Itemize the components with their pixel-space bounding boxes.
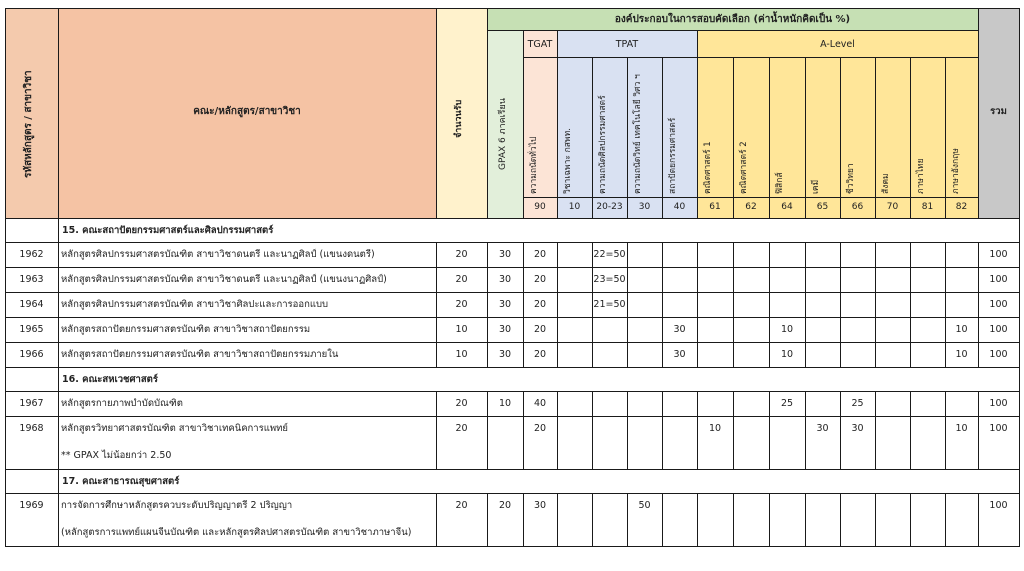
subject-code-82: 82	[955, 202, 968, 212]
subject-name-70: สังคม	[881, 173, 891, 194]
weight-cell	[875, 242, 911, 268]
weight-cell	[875, 391, 911, 417]
seats-value: 20	[455, 398, 468, 409]
weight-cell	[733, 267, 770, 293]
weight-cell	[557, 292, 593, 318]
weight-cell	[557, 317, 593, 343]
weight-cell	[875, 416, 911, 470]
weight-cell	[592, 493, 628, 547]
weight-cell	[769, 416, 806, 470]
weight-cell	[875, 493, 911, 547]
weight-cell	[805, 342, 841, 368]
total-value: 100	[989, 249, 1008, 260]
weight-cell	[733, 342, 770, 368]
weight-cell	[945, 391, 979, 417]
subject-name-10: วิชาเฉพาะ กสพท.	[563, 128, 573, 194]
weight-cell	[910, 391, 946, 417]
components-header: องค์ประกอบในการสอบคัดเลือก (ค่าน้ำหนักคิดเป็น %)	[614, 14, 851, 25]
weight-cell	[840, 267, 876, 293]
weight-cell	[840, 317, 876, 343]
total-value: 100	[989, 398, 1008, 409]
weight-cell	[592, 416, 628, 470]
weight-cell	[945, 242, 979, 268]
weight-cell	[557, 267, 593, 293]
gpax-header: GPAX 6 ภาคเรียน	[498, 98, 508, 170]
weight-90: 20	[533, 299, 547, 310]
total-value: 100	[989, 324, 1008, 335]
subject-name-64: ฟิสิกส์	[775, 172, 785, 194]
weight-40: 30	[673, 349, 686, 360]
weight-cell	[697, 317, 734, 343]
weight-cell	[733, 416, 770, 470]
weight-cell	[592, 391, 628, 417]
weight-cell	[557, 391, 593, 417]
weight-82: 10	[955, 324, 968, 335]
subject-name-40: สถาปัตยกรรมศาสตร์	[668, 117, 678, 194]
program-name: หลักสูตรวิทยาศาสตรบัณฑิต สาขาวิชาเทคนิคการแพทย์	[61, 423, 288, 434]
program-name: หลักสูตรศิลปกรรมศาสตรบัณฑิต สาขาวิชาศิลปะและการออกแบบ	[61, 299, 329, 310]
subject-code-62: 62	[745, 202, 757, 212]
section-title: 17. คณะสาธารณสุขศาสตร์	[62, 476, 180, 487]
total-value: 100	[989, 274, 1008, 285]
weight-cell	[697, 242, 734, 268]
weight-cell	[805, 493, 841, 547]
row-code: 1965	[19, 324, 44, 335]
subject-name-66: ชีววิทยา	[846, 163, 856, 194]
weight-64: 25	[780, 398, 794, 409]
subject-code-90: 90	[534, 202, 546, 212]
total-value: 100	[989, 500, 1008, 511]
weight-cell	[840, 242, 876, 268]
weight-cell	[557, 242, 593, 268]
weight-cell	[733, 292, 770, 318]
weight-20-23: 22=50	[593, 249, 626, 260]
gpax-value: 30	[498, 349, 512, 360]
weight-cell	[733, 317, 770, 343]
program-name: หลักสูตรกายภาพบำบัดบัณฑิต	[61, 398, 183, 409]
weight-cell	[910, 493, 946, 547]
weight-90: 20	[533, 249, 547, 260]
weight-cell	[627, 242, 663, 268]
weight-cell	[875, 342, 911, 368]
weight-90: 20	[533, 274, 547, 285]
row-code: 1969	[19, 500, 44, 511]
subject-code-10: 10	[568, 202, 581, 212]
section-row	[58, 469, 1020, 494]
weight-82: 10	[955, 349, 968, 360]
row-gpax-cell	[487, 416, 524, 470]
gpax-value: 30	[498, 249, 512, 260]
weight-cell	[805, 292, 841, 318]
weight-cell	[769, 267, 806, 293]
weight-cell	[910, 317, 946, 343]
subject-code-30: 30	[638, 202, 651, 212]
weight-cell	[875, 292, 911, 318]
section-code-cell	[5, 218, 59, 243]
weight-cell	[769, 292, 806, 318]
weight-90: 40	[533, 398, 547, 409]
weight-cell	[697, 493, 734, 547]
subject-code-66: 66	[851, 202, 864, 212]
section-title: 16. คณะสหเวชศาสตร์	[62, 374, 158, 385]
weight-66: 25	[851, 398, 864, 409]
row-code: 1968	[19, 423, 44, 434]
weight-cell	[662, 493, 698, 547]
subject-code-64: 64	[781, 202, 793, 212]
subject-name-20-23: ความถนัดศิลปกรรมศาสตร์	[598, 95, 608, 194]
weight-cell	[627, 292, 663, 318]
gpax-value: 10	[498, 398, 512, 409]
weight-cell	[805, 391, 841, 417]
weight-cell	[840, 493, 876, 547]
weight-cell	[910, 292, 946, 318]
weight-cell	[945, 493, 979, 547]
subject-name-82: ภาษาอังกฤษ	[951, 148, 961, 194]
seats-value: 10	[455, 324, 468, 335]
weight-20-23: 21=50	[593, 299, 626, 310]
weight-cell	[875, 317, 911, 343]
weight-cell	[662, 416, 698, 470]
weight-cell	[910, 342, 946, 368]
weight-cell	[627, 317, 663, 343]
total-value: 100	[989, 299, 1008, 310]
row-code: 1962	[19, 249, 44, 260]
weight-cell	[945, 292, 979, 318]
total-value: 100	[989, 349, 1008, 360]
seats-value: 20	[455, 423, 468, 434]
total-header: รวม	[990, 106, 1007, 117]
weight-cell	[945, 267, 979, 293]
weight-cell	[557, 416, 593, 470]
seats-header: จำนวนรับ	[454, 99, 464, 138]
program-name: หลักสูตรศิลปกรรมศาสตรบัณฑิต สาขาวิชาดนตรี และนาฏศิลป์ (แขนงดนตรี)	[61, 249, 375, 260]
weight-cell	[662, 267, 698, 293]
section-code-cell	[5, 367, 59, 392]
tpat-group-header: TPAT	[615, 39, 639, 50]
program-name: หลักสูตรสถาปัตยกรรมศาสตรบัณฑิต สาขาวิชาสถาปัตยกรรม	[61, 324, 311, 335]
subject-name-65: เคมี	[811, 179, 821, 194]
weight-20-23: 23=50	[593, 274, 626, 285]
program-name: ** GPAX ไม่น้อยกว่า 2.50	[61, 450, 172, 461]
weight-cell	[805, 242, 841, 268]
weight-90: 20	[533, 423, 547, 434]
program-name: หลักสูตรสถาปัตยกรรมศาสตรบัณฑิต สาขาวิชาสถาปัตยกรรมภายใน	[61, 349, 339, 360]
weight-cell	[627, 391, 663, 417]
weight-cell	[733, 493, 770, 547]
weight-cell	[662, 292, 698, 318]
total-value: 100	[989, 423, 1008, 434]
weight-30: 50	[638, 500, 651, 511]
weight-64: 10	[780, 324, 794, 335]
subject-code-20-23: 20-23	[596, 202, 623, 212]
weight-cell	[910, 267, 946, 293]
section-row	[58, 367, 1020, 392]
subject-name-62: คณิตศาสตร์ 2	[739, 141, 749, 194]
subject-code-40: 40	[673, 202, 686, 212]
subject-code-61: 61	[709, 202, 721, 212]
weight-cell	[627, 267, 663, 293]
weight-64: 10	[780, 349, 794, 360]
section-code-cell	[5, 469, 59, 494]
program-name: การจัดการศึกษาหลักสูตรควบระดับปริญญาตรี 2 ปริญญา	[61, 500, 293, 511]
weight-cell	[592, 342, 628, 368]
weight-cell	[910, 242, 946, 268]
weight-cell	[662, 391, 698, 417]
weight-cell	[769, 493, 806, 547]
weight-cell	[840, 342, 876, 368]
weight-61: 10	[708, 423, 722, 434]
weight-90: 30	[533, 500, 547, 511]
weight-cell	[840, 292, 876, 318]
seats-value: 20	[455, 274, 468, 285]
weight-cell	[733, 242, 770, 268]
program-name: (หลักสูตรการแพทย์แผนจีนบัณฑิต และหลักสูตรศิลปศาสตรบัณฑิต สาขาวิชาภาษาจีน)	[61, 527, 412, 538]
subject-name-81: ภาษาไทย	[916, 158, 926, 194]
weight-cell	[733, 391, 770, 417]
code-header: รหัสหลักสูตร / สาขาวิชา	[23, 70, 34, 178]
gpax-value: 30	[498, 274, 512, 285]
weight-cell	[697, 391, 734, 417]
weight-40: 30	[673, 324, 686, 335]
subject-header-cell	[805, 57, 841, 198]
weight-cell	[805, 267, 841, 293]
weight-cell	[875, 267, 911, 293]
seats-value: 20	[455, 500, 468, 511]
gpax-value: 20	[498, 500, 512, 511]
weight-cell	[697, 267, 734, 293]
section-title: 15. คณะสถาปัตยกรรมศาสตร์และศิลปกรรมศาสตร์	[62, 225, 274, 236]
gpax-value: 30	[498, 299, 512, 310]
subject-name-90: ความถนัดทั่วไป	[529, 136, 539, 194]
program-name: หลักสูตรศิลปกรรมศาสตรบัณฑิต สาขาวิชาดนตรี และนาฏศิลป์ (แขนงนาฏศิลป์)	[61, 274, 387, 285]
weight-cell	[627, 342, 663, 368]
weight-cell	[769, 242, 806, 268]
weight-66: 30	[851, 423, 864, 434]
seats-value: 20	[455, 299, 468, 310]
weight-cell	[910, 416, 946, 470]
subject-name-30: ความถนัดวิทย์ เทคโนโลยี วิศว ฯ	[633, 74, 643, 194]
weight-cell	[697, 342, 734, 368]
subject-name-61: คณิตศาสตร์ 1	[703, 141, 713, 194]
subject-code-70: 70	[886, 202, 899, 212]
seats-value: 20	[455, 249, 468, 260]
weight-82: 10	[955, 423, 968, 434]
weight-90: 20	[533, 349, 547, 360]
row-code: 1963	[19, 274, 44, 285]
weight-cell	[805, 317, 841, 343]
weight-90: 20	[533, 324, 547, 335]
subject-code-81: 81	[921, 202, 934, 212]
weight-cell	[627, 416, 663, 470]
alevel-group-header: A-Level	[820, 39, 855, 50]
weight-cell	[557, 342, 593, 368]
weight-cell	[662, 242, 698, 268]
weight-cell	[592, 317, 628, 343]
weight-cell	[697, 292, 734, 318]
gpax-value: 30	[498, 324, 512, 335]
weight-cell	[557, 493, 593, 547]
subject-code-65: 65	[816, 202, 829, 212]
seats-value: 10	[455, 349, 468, 360]
weight-65: 30	[816, 423, 829, 434]
faculty-header: คณะ/หลักสูตร/สาขาวิชา	[193, 106, 301, 117]
row-code: 1964	[19, 299, 44, 310]
row-code: 1966	[19, 349, 44, 360]
row-code: 1967	[19, 398, 44, 409]
tgat-group-header: TGAT	[527, 39, 553, 50]
